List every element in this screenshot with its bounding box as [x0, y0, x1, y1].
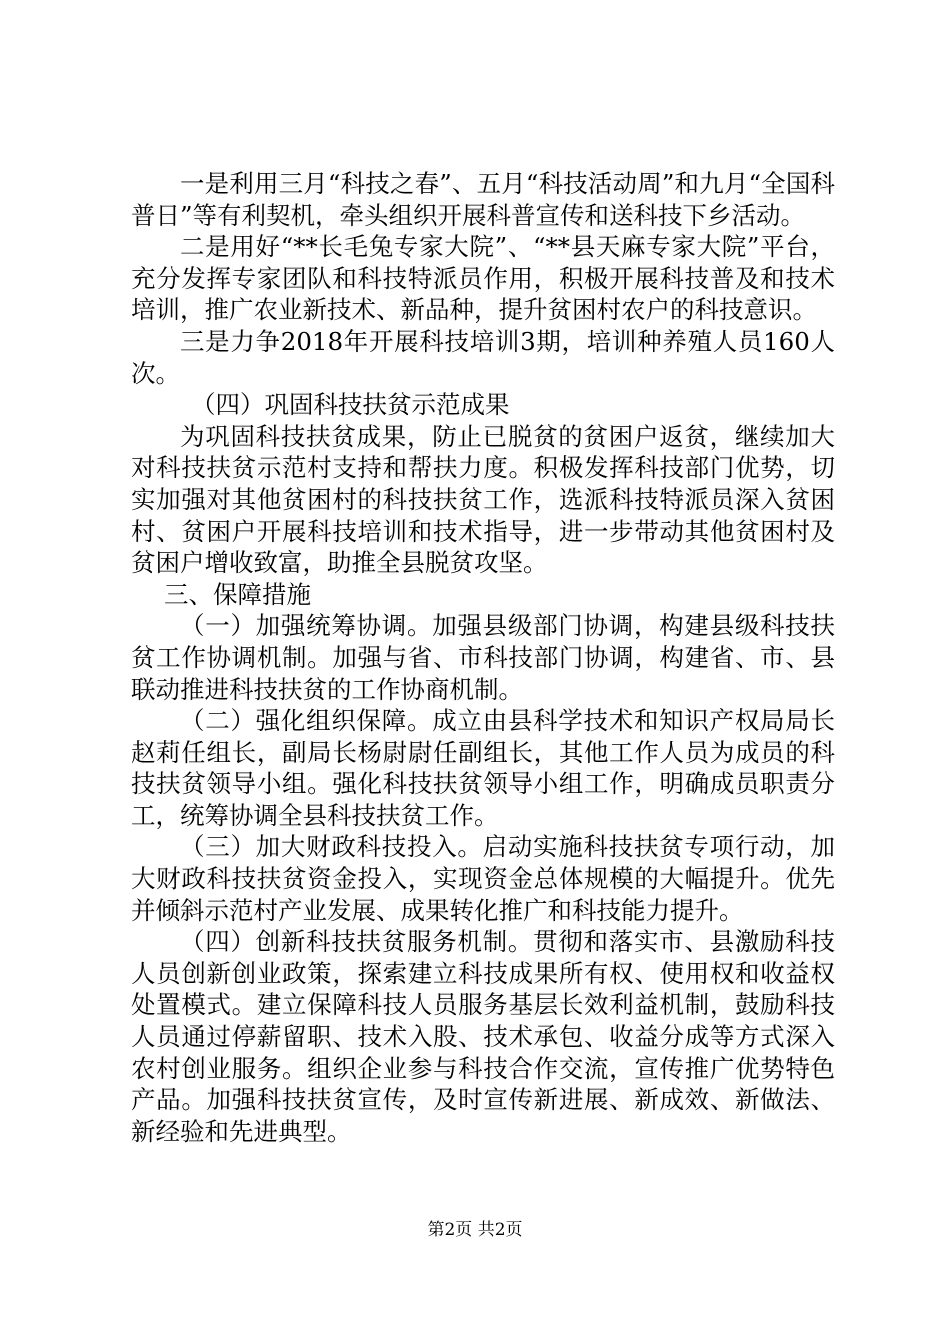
document-body	[131, 168, 835, 1147]
section-heading-safeguards: 三、保障措施	[164, 579, 311, 609]
paragraph-mechanism: （四）创新科技扶贫服务机制。贯彻和落实市、县激励科技人员创新创业政策，探索建立科技成果所有权、使用权和收益权处置模式。建立保障科技人员服务基层长效利益机制，鼓励科技人员通过停薪留职、技术入股、技术承包、收益分成等方式深入农村创业服务。组织企业参与科技合作交流，宣传推广优势特色产品。加强科技扶贫宣传，及时宣传新进展、新成效、新做法、新经验和先进典型。	[131, 927, 835, 1146]
paragraph-funding: （三）加大财政科技投入。启动实施科技扶贫专项行动，加大财政科技扶贫资金投入，实现资金总体规模的大幅提升。优先并倾斜示范村产业发展、成果转化推广和科技能力提升。	[131, 832, 835, 925]
page-number-footer: 第2页 共2页	[427, 1220, 523, 1240]
paragraph-training-target: 三是力争2018年开展科技培训3期，培训种养殖人员160人次。	[131, 326, 835, 388]
paragraph-expert-courtyard: 二是用好“**长毛兔专家大院”、“**县天麻专家大院”平台，充分发挥专家团队和科技特派员作用，积极开展科技普及和技术培训，推广农业新技术、新品种，提升贫困村农户的科技意识。	[131, 232, 835, 325]
paragraph-consolidate: 为巩固科技扶贫成果，防止已脱贫的贫困户返贫，继续加大对科技扶贫示范村支持和帮扶力度。积极发挥科技部门优势，切实加强对其他贫困村的科技扶贫工作，选派科技特派员深入贫困村、贫困户开展科技培训和技术指导，进一步带动其他贫困村及贫困户增收致富，助推全县脱贫攻坚。	[131, 421, 835, 578]
section-heading-consolidate: （四）巩固科技扶贫示范成果	[191, 390, 510, 420]
paragraph-coordination: （一）加强统筹协调。加强县级部门协调，构建县级科技扶贫工作协调机制。加强与省、市科技部门协调，构建省、市、县联动推进科技扶贫的工作协商机制。	[131, 611, 835, 704]
paragraph-science-promotion: 一是利用三月“科技之春”、五月“科技活动周”和九月“全国科普日”等有利契机，牵头组织开展科普宣传和送科技下乡活动。	[131, 169, 835, 230]
paragraph-organization: （二）强化组织保障。成立由县科学技术和知识产权局局长赵莉任组长，副局长杨尉尉任副组长，其他工作人员为成员的科技扶贫领导小组。强化科技扶贫领导小组工作，明确成员职责分工，统筹协调全县科技扶贫工作。	[131, 706, 835, 830]
